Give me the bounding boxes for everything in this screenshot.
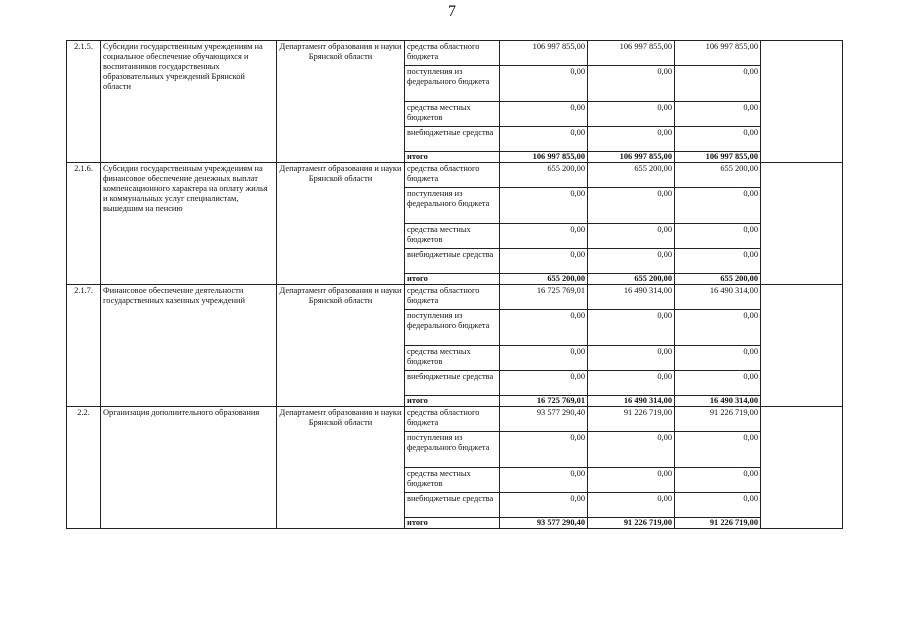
amount-cell: 0,00 xyxy=(500,224,588,249)
item-executor-cell: Департамент образования и науки Брянской области xyxy=(277,407,405,529)
funding-source-cell: поступления из федерального бюджета xyxy=(405,66,500,102)
item-description-cell: Субсидии государственным учреждениям на социальное обеспечение обучающихся и воспитанников государственных образовательных учреждений Брянской области xyxy=(101,41,277,163)
amount-cell: 0,00 xyxy=(675,66,761,102)
amount-cell: 0,00 xyxy=(588,432,675,468)
amount-cell: 16 725 769,01 xyxy=(500,285,588,310)
amount-cell: 0,00 xyxy=(588,249,675,274)
amount-cell: 16 490 314,00 xyxy=(675,396,761,407)
amount-cell: 16 490 314,00 xyxy=(675,285,761,310)
amount-cell: 0,00 xyxy=(500,102,588,127)
funding-source-cell: итого xyxy=(405,518,500,529)
amount-cell: 0,00 xyxy=(500,249,588,274)
amount-cell: 0,00 xyxy=(588,188,675,224)
amount-cell: 16 490 314,00 xyxy=(588,396,675,407)
amount-cell: 0,00 xyxy=(675,493,761,518)
amount-cell: 16 725 769,01 xyxy=(500,396,588,407)
item-number-cell: 2.2. xyxy=(67,407,101,529)
empty-cell xyxy=(761,41,843,163)
item-description-cell: Организация дополнительного образования xyxy=(101,407,277,529)
amount-cell: 0,00 xyxy=(588,493,675,518)
amount-cell: 16 490 314,00 xyxy=(588,285,675,310)
table-row xyxy=(67,41,843,66)
funding-source-cell: итого xyxy=(405,152,500,163)
amount-cell: 0,00 xyxy=(675,224,761,249)
amount-cell: 0,00 xyxy=(500,468,588,493)
funding-source-cell: средства местных бюджетов xyxy=(405,346,500,371)
amount-cell: 0,00 xyxy=(500,310,588,346)
amount-cell: 91 226 719,00 xyxy=(675,518,761,529)
funding-source-cell: средства областного бюджета xyxy=(405,407,500,432)
amount-cell: 655 200,00 xyxy=(675,163,761,188)
amount-cell: 0,00 xyxy=(588,127,675,152)
budget-table xyxy=(66,40,843,529)
amount-cell: 91 226 719,00 xyxy=(675,407,761,432)
amount-cell: 655 200,00 xyxy=(500,163,588,188)
item-number-cell: 2.1.5. xyxy=(67,41,101,163)
funding-source-cell: средства местных бюджетов xyxy=(405,468,500,493)
table-row xyxy=(67,163,843,188)
empty-cell xyxy=(761,285,843,407)
amount-cell: 655 200,00 xyxy=(588,274,675,285)
amount-cell: 0,00 xyxy=(500,346,588,371)
amount-cell: 106 997 855,00 xyxy=(588,41,675,66)
amount-cell: 0,00 xyxy=(675,249,761,274)
funding-source-cell: внебюджетные средства xyxy=(405,493,500,518)
item-executor-cell: Департамент образования и науки Брянской области xyxy=(277,285,405,407)
amount-cell: 655 200,00 xyxy=(588,163,675,188)
funding-source-cell: внебюджетные средства xyxy=(405,127,500,152)
amount-cell: 0,00 xyxy=(500,127,588,152)
amount-cell: 91 226 719,00 xyxy=(588,518,675,529)
amount-cell: 0,00 xyxy=(675,127,761,152)
amount-cell: 93 577 290,40 xyxy=(500,518,588,529)
item-executor-cell: Департамент образования и науки Брянской области xyxy=(277,163,405,285)
amount-cell: 0,00 xyxy=(675,371,761,396)
empty-cell xyxy=(761,163,843,285)
amount-cell: 0,00 xyxy=(675,432,761,468)
amount-cell: 0,00 xyxy=(588,102,675,127)
amount-cell: 0,00 xyxy=(500,432,588,468)
amount-cell: 91 226 719,00 xyxy=(588,407,675,432)
amount-cell: 0,00 xyxy=(588,310,675,346)
amount-cell: 0,00 xyxy=(500,493,588,518)
amount-cell: 0,00 xyxy=(588,224,675,249)
funding-source-cell: внебюджетные средства xyxy=(405,371,500,396)
amount-cell: 0,00 xyxy=(588,468,675,493)
table-row xyxy=(67,407,843,432)
funding-source-cell: поступления из федерального бюджета xyxy=(405,310,500,346)
funding-source-cell: средства областного бюджета xyxy=(405,163,500,188)
amount-cell: 0,00 xyxy=(588,371,675,396)
amount-cell: 106 997 855,00 xyxy=(675,41,761,66)
amount-cell: 0,00 xyxy=(675,188,761,224)
amount-cell: 93 577 290,40 xyxy=(500,407,588,432)
item-number-cell: 2.1.6. xyxy=(67,163,101,285)
amount-cell: 0,00 xyxy=(675,102,761,127)
amount-cell: 106 997 855,00 xyxy=(500,152,588,163)
funding-source-cell: итого xyxy=(405,396,500,407)
item-executor-cell: Департамент образования и науки Брянской области xyxy=(277,41,405,163)
funding-source-cell: поступления из федерального бюджета xyxy=(405,432,500,468)
amount-cell: 106 997 855,00 xyxy=(588,152,675,163)
table-row xyxy=(67,285,843,310)
funding-source-cell: средства местных бюджетов xyxy=(405,224,500,249)
page-number: 7 xyxy=(448,3,456,20)
funding-source-cell: поступления из федерального бюджета xyxy=(405,188,500,224)
item-description-cell: Финансовое обеспечение деятельности государственных казенных учреждений xyxy=(101,285,277,407)
amount-cell: 0,00 xyxy=(675,310,761,346)
item-number-cell: 2.1.7. xyxy=(67,285,101,407)
amount-cell: 655 200,00 xyxy=(500,274,588,285)
amount-cell: 0,00 xyxy=(588,66,675,102)
amount-cell: 106 997 855,00 xyxy=(675,152,761,163)
amount-cell: 655 200,00 xyxy=(675,274,761,285)
funding-source-cell: итого xyxy=(405,274,500,285)
funding-source-cell: средства областного бюджета xyxy=(405,285,500,310)
amount-cell: 0,00 xyxy=(500,188,588,224)
funding-source-cell: средства местных бюджетов xyxy=(405,102,500,127)
amount-cell: 0,00 xyxy=(500,66,588,102)
amount-cell: 0,00 xyxy=(500,371,588,396)
item-description-cell: Субсидии государственным учреждениям на финансовое обеспечение денежных выплат компенсационного характера на оплату жилья и коммунальных услуг специалистам, вышедшим на пенсию xyxy=(101,163,277,285)
amount-cell: 106 997 855,00 xyxy=(500,41,588,66)
funding-source-cell: средства областного бюджета xyxy=(405,41,500,66)
amount-cell: 0,00 xyxy=(675,346,761,371)
empty-cell xyxy=(761,407,843,529)
amount-cell: 0,00 xyxy=(675,468,761,493)
amount-cell: 0,00 xyxy=(588,346,675,371)
funding-source-cell: внебюджетные средства xyxy=(405,249,500,274)
